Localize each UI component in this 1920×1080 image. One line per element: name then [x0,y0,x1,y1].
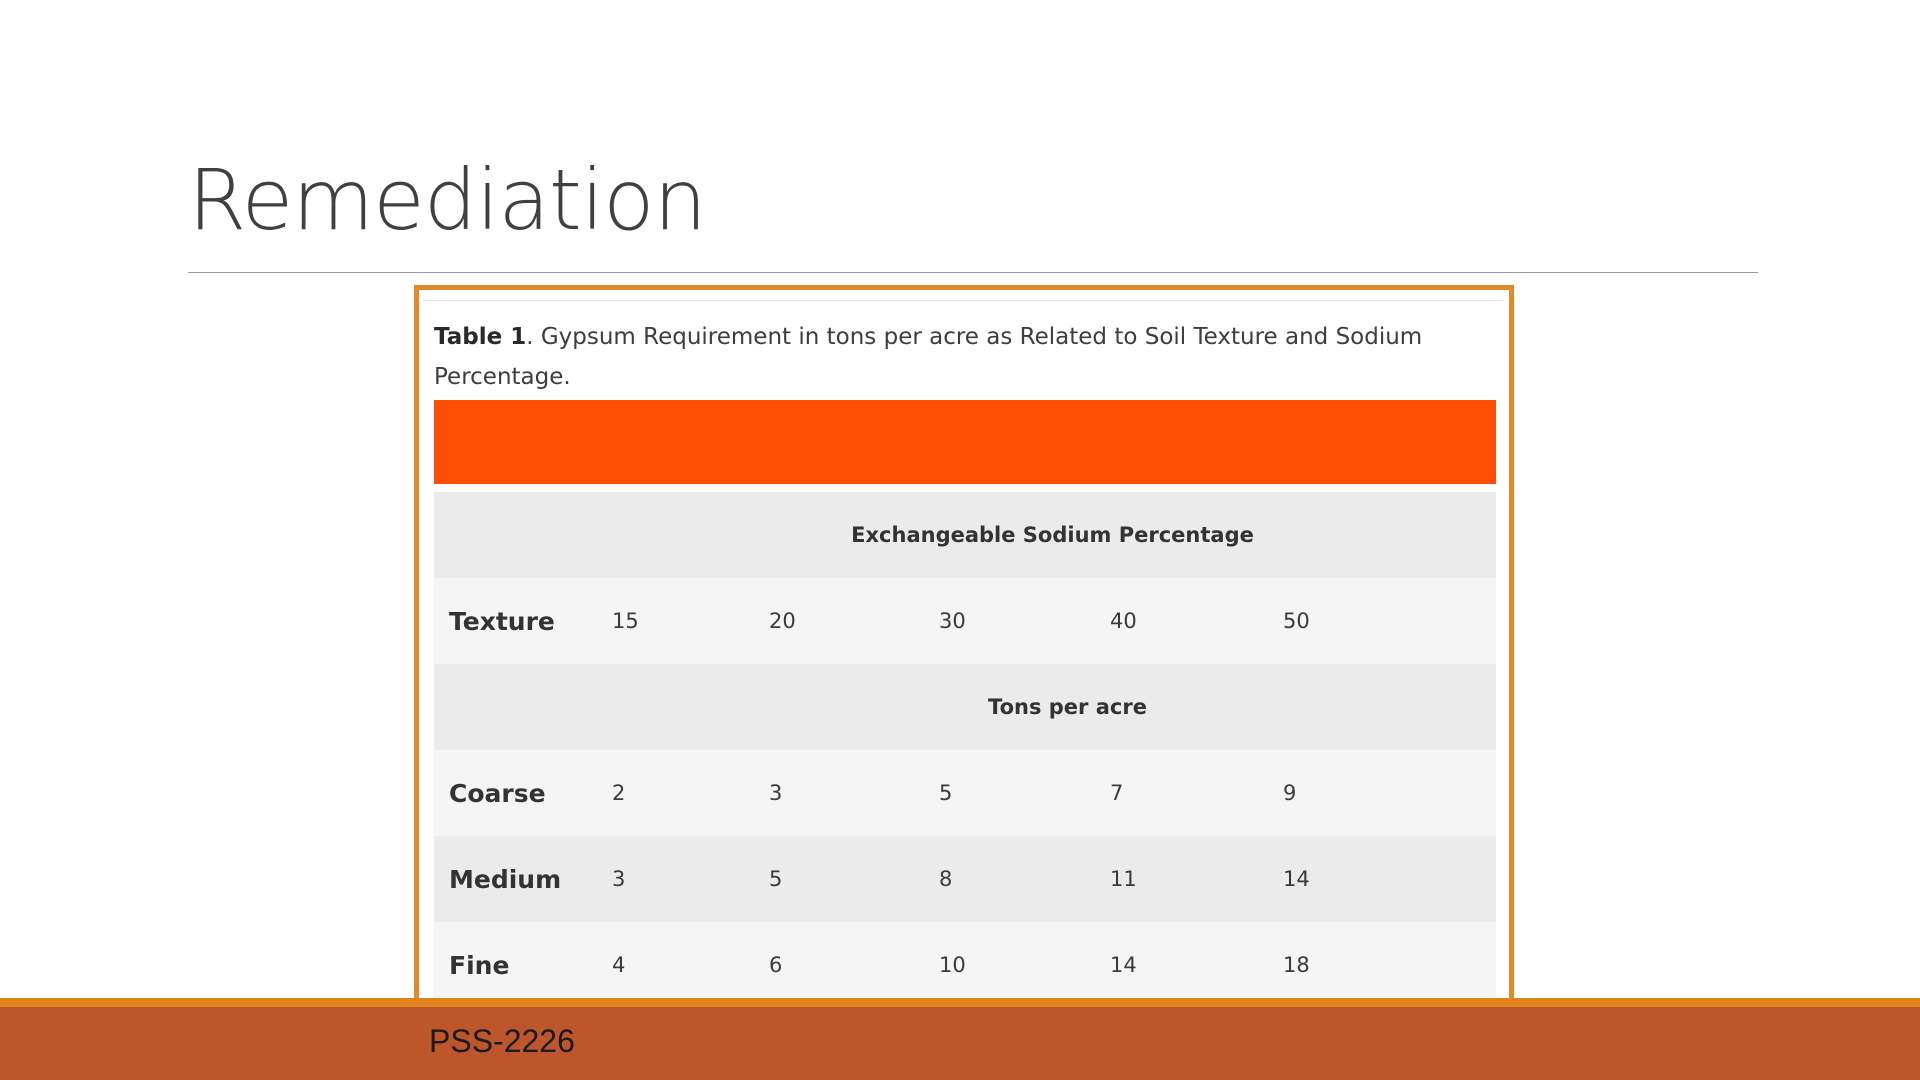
footer-course-code: PSS-2226 [429,1023,575,1059]
table-row-fine [434,922,1496,1000]
table-cell: 7 [1110,750,1283,836]
table-cell: 18 [1283,922,1496,1000]
table-cell: 30 [939,578,1110,664]
table-image-frame [414,285,1514,1000]
table-cell: 50 [1283,578,1496,664]
table-cell: 10 [939,922,1110,1000]
row-label-coarse: Coarse [434,750,612,836]
caption-label: Table 1 [434,324,527,350]
table-cell: 15 [612,578,769,664]
sodium-percentage-header: Exchangeable Sodium Percentage [434,492,1496,578]
table-cell: 2 [612,750,769,836]
tons-per-acre-header: Tons per acre [434,664,1496,750]
frame-top-divider [425,300,1503,301]
table-row-texture [434,578,1496,664]
table-cell: 40 [1110,578,1283,664]
table-cell: 4 [612,922,769,1000]
table-cell: 8 [939,836,1110,922]
table-cell: 14 [1110,922,1283,1000]
table-cell: 3 [769,750,939,836]
title-divider [188,272,1758,273]
footer-bar [0,1007,1920,1080]
slide-title: Remediation [188,151,706,249]
table-row-unit-header [434,664,1496,750]
table-cell: 3 [612,836,769,922]
row-label-fine: Fine [434,922,612,1000]
caption-text: . Gypsum Requirement in tons per acre as Related to Soil Texture and Sodium Percentage. [434,324,1423,390]
table-cell: 20 [769,578,939,664]
texture-header: Texture [434,578,612,664]
table-row-medium [434,836,1496,922]
table-header-band [434,400,1496,484]
table-cell: 5 [939,750,1110,836]
table-caption [434,317,1434,397]
table-cell: 9 [1283,750,1496,836]
table-cell: 11 [1110,836,1283,922]
table-cell: 14 [1283,836,1496,922]
table-cell: 6 [769,922,939,1000]
table-row-sodium-header [434,492,1496,578]
row-label-medium: Medium [434,836,612,922]
table-row-coarse [434,750,1496,836]
table-cell: 5 [769,836,939,922]
gypsum-table [434,492,1496,1000]
footer-accent-line [0,998,1920,1007]
